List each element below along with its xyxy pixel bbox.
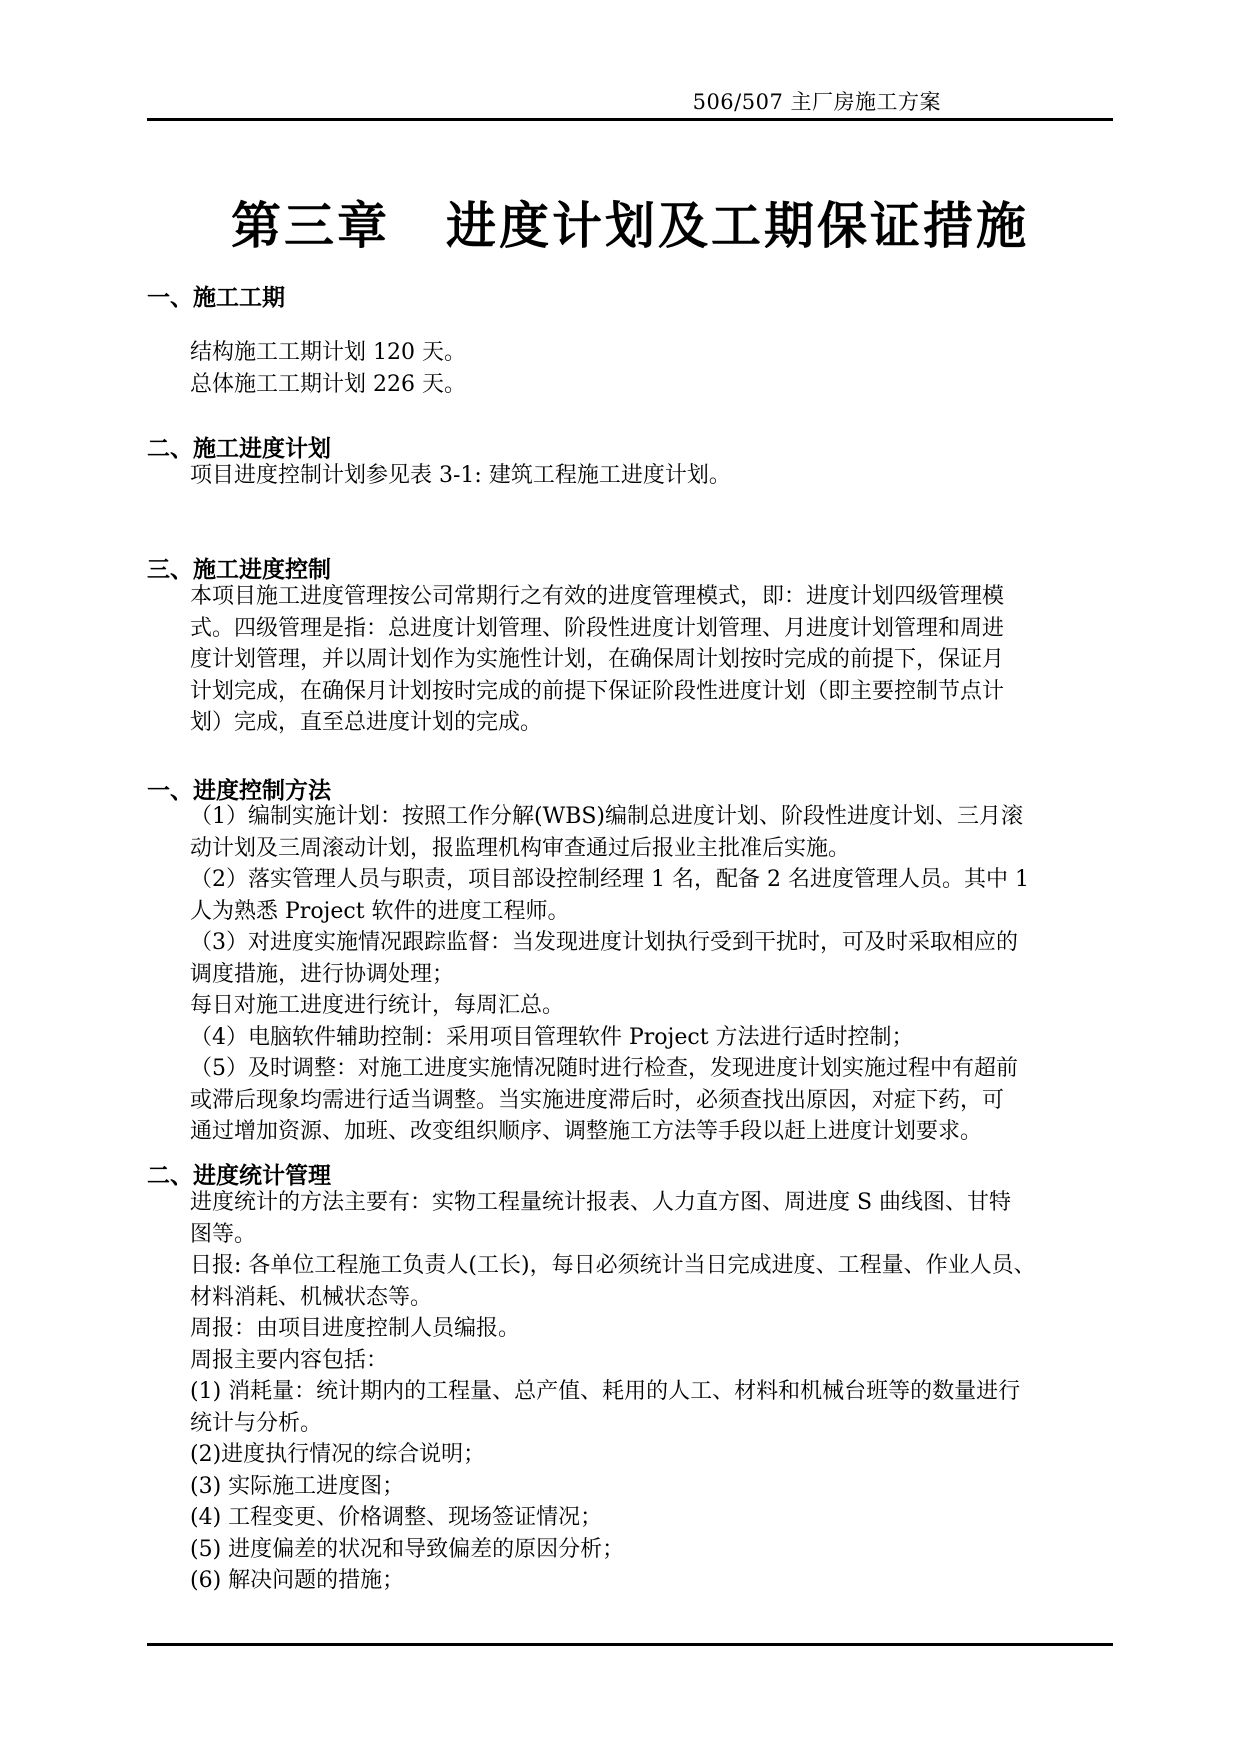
section-heading-control: 三、施工进度控制 bbox=[147, 557, 331, 583]
paragraph-line: 日报: 各单位工程施工负责人(工长)，每日必须统计当日完成进度、工程量、作业人员、 bbox=[190, 1253, 1036, 1278]
paragraph-line: 本项目施工进度管理按公司常期行之有效的进度管理模式，即：进度计划四级管理模 bbox=[190, 584, 1005, 609]
paragraph-line: (6) 解决问题的措施； bbox=[190, 1568, 405, 1593]
paragraph-line: 项目进度控制计划参见表 3-1: 建筑工程施工进度计划。 bbox=[190, 463, 731, 488]
section-heading-methods: 一、进度控制方法 bbox=[147, 778, 331, 804]
paragraph-line: （4）电脑软件辅助控制：采用项目管理软件 Project 方法进行适时控制； bbox=[190, 1024, 914, 1050]
section-body-methods bbox=[190, 801, 1120, 1148]
paragraph-line: (3) 实际施工进度图； bbox=[190, 1473, 405, 1499]
running-header: 506/507 主厂房施工方案 bbox=[692, 90, 941, 114]
paragraph-line: 式。四级管理是指：总进度计划管理、阶段性进度计划管理、月进度计划管理和周进 bbox=[190, 615, 1005, 641]
paragraph-line: (5) 进度偏差的状况和导致偏差的原因分析； bbox=[190, 1536, 625, 1562]
paragraph-line: (1) 消耗量：统计期内的工程量、总产值、耗用的人工、材料和机械台班等的数量进行 bbox=[190, 1379, 1021, 1404]
paragraph-line: (4) 工程变更、价格调整、现场签证情况； bbox=[190, 1505, 603, 1530]
section-body-statistics bbox=[190, 1187, 1120, 1597]
section-body-duration bbox=[190, 337, 1120, 400]
chapter-number: 第三章 bbox=[231, 197, 390, 255]
paragraph-line: （2）落实管理人员与职责，项目部设控制经理 1 名，配备 2 名进度管理人员。其中 1 bbox=[190, 867, 1029, 892]
paragraph-line: 图等。 bbox=[190, 1221, 257, 1247]
paragraph-line: 度计划管理，并以周计划作为实施性计划，在确保周计划按时完成的前提下，保证月 bbox=[190, 647, 1005, 672]
paragraph-line: （3）对进度实施情况跟踪监督：当发现进度计划执行受到干扰时，可及时采取相应的 bbox=[190, 930, 1018, 955]
paragraph-line: 或滞后现象均需进行适当调整。当实施进度滞后时，必须查找出原因，对症下药，可 bbox=[190, 1087, 1005, 1113]
paragraph-line: 结构施工工期计划 120 天。 bbox=[190, 340, 466, 365]
paragraph-line: 总体施工工期计划 226 天。 bbox=[190, 371, 466, 397]
footer-rule bbox=[147, 1643, 1113, 1646]
paragraph-line: 调度措施，进行协调处理； bbox=[190, 961, 455, 987]
paragraph-line: （1）编制实施计划：按照工作分解(WBS)编制总进度计划、阶段性进度计划、三月滚 bbox=[190, 804, 1024, 829]
paragraph-line: 计划完成，在确保月计划按时完成的前提下保证阶段性进度计划（即主要控制节点计 bbox=[190, 678, 1005, 704]
paragraph-line: (2)进度执行情况的综合说明； bbox=[190, 1442, 486, 1467]
paragraph-line: 周报主要内容包括： bbox=[190, 1347, 389, 1373]
paragraph-line: 动计划及三周滚动计划，报监理机构审查通过后报业主批准后实施。 bbox=[190, 835, 851, 861]
section-heading-schedule: 二、施工进度计划 bbox=[147, 436, 331, 462]
paragraph-line: 人为熟悉 Project 软件的进度工程师。 bbox=[190, 898, 570, 924]
header-rule bbox=[147, 118, 1113, 121]
paragraph-line: 划）完成，直至总进度计划的完成。 bbox=[190, 710, 543, 735]
paragraph-line: 材料消耗、机械状态等。 bbox=[190, 1284, 433, 1310]
paragraph-line: 通过增加资源、加班、改变组织顺序、调整施工方法等手段以赶上进度计划要求。 bbox=[190, 1119, 983, 1144]
paragraph-line: （5）及时调整：对施工进度实施情况随时进行检查，发现进度计划实施过程中有超前 bbox=[190, 1056, 1018, 1081]
chapter-title bbox=[147, 186, 1113, 258]
section-body-schedule bbox=[190, 460, 1120, 492]
chapter-name: 进度计划及工期保证措施 bbox=[446, 197, 1029, 255]
paragraph-line: 周报：由项目进度控制人员编报。 bbox=[190, 1316, 521, 1341]
paragraph-line: 每日对施工进度进行统计，每周汇总。 bbox=[190, 993, 565, 1018]
paragraph-line: 统计与分析。 bbox=[190, 1410, 323, 1436]
section-heading-statistics: 二、进度统计管理 bbox=[147, 1163, 331, 1189]
paragraph-line: 进度统计的方法主要有：实物工程量统计报表、人力直方图、周进度 S 曲线图、甘特 bbox=[190, 1190, 1012, 1215]
section-body-control bbox=[190, 581, 1120, 739]
section-heading-duration: 一、施工工期 bbox=[147, 285, 285, 311]
